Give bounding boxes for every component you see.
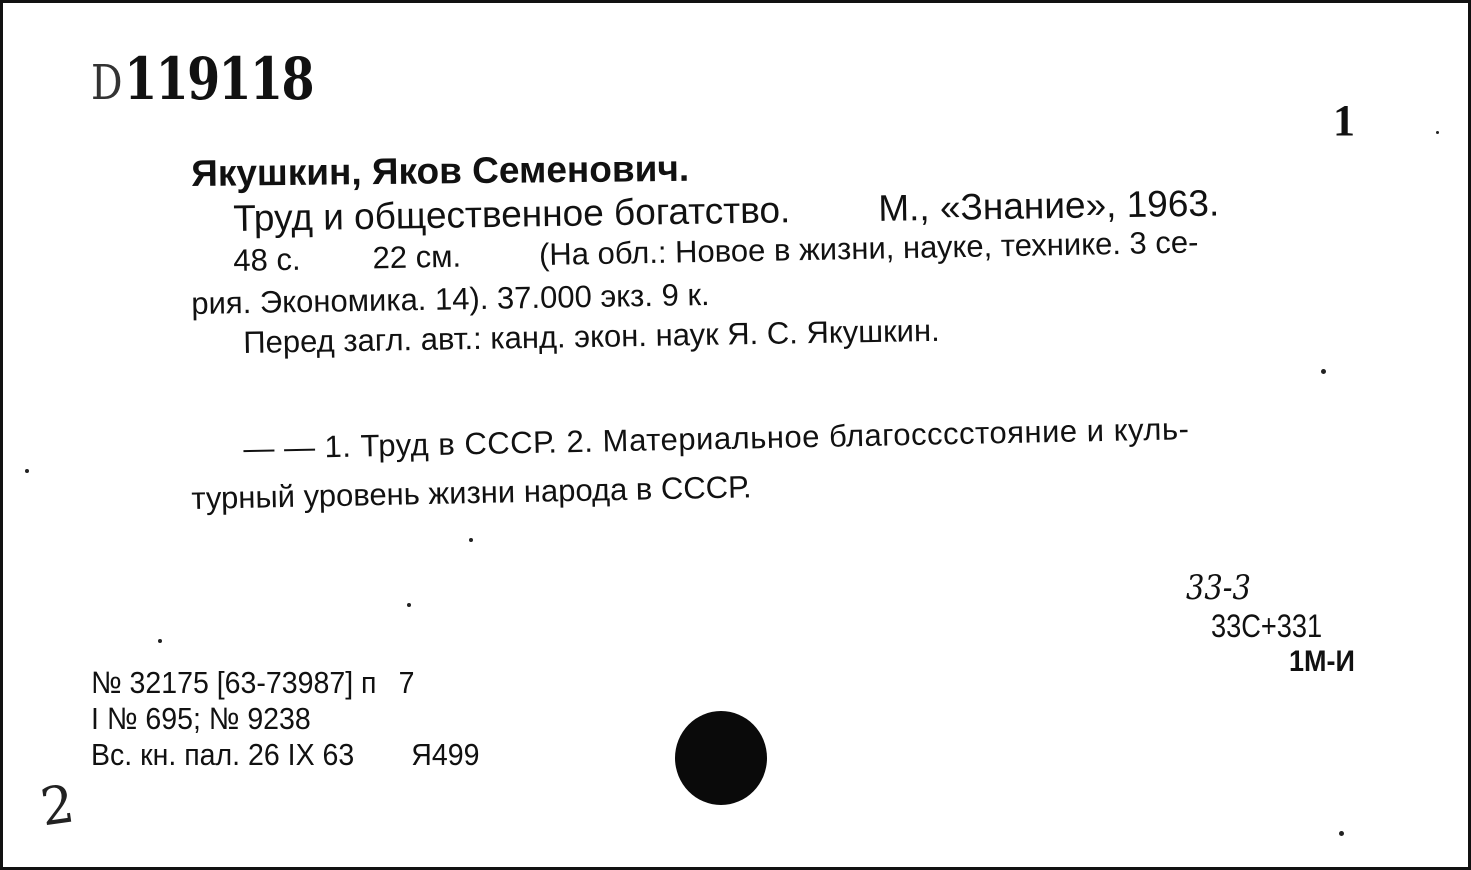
pencil-mark: 2	[37, 774, 79, 839]
inventory-numbers: I № 695; № 9238	[91, 701, 311, 736]
speck	[1436, 131, 1439, 134]
book-chamber-date: Вс. кн. пал. 26 IX 63	[91, 737, 355, 772]
book-size: 22 см.	[372, 238, 462, 276]
book-title: Труд и общественное богатство.	[233, 189, 791, 239]
author-heading: Якушкин, Яков Семенович.	[191, 147, 690, 194]
speck	[407, 603, 411, 607]
card-number: 1	[1333, 96, 1355, 145]
author-mark: Я499	[411, 737, 480, 772]
series-note-end: рия. Экономика. 14). 37.000 экз. 9 к.	[191, 276, 710, 321]
author-note: Перед загл. авт.: канд. экон. наук Я. С. Якушкин.	[243, 312, 940, 360]
classification-code-2: 1М-И	[1289, 645, 1355, 678]
speck	[158, 639, 162, 643]
classification-code: 33С+331	[1211, 608, 1323, 644]
page-count: 48 с.	[233, 241, 301, 278]
punch-hole	[675, 711, 767, 805]
publication-info: М., «Знание», 1963.	[877, 182, 1220, 229]
book-chamber-line	[91, 737, 479, 773]
record-copies: 7	[398, 665, 415, 700]
record-number-line	[91, 665, 414, 701]
accession-number	[91, 45, 313, 113]
accession-prefix: D	[91, 55, 121, 111]
subject-headings-line-1: — — 1. Труд в СССР. 2. Материальное благосccстояние и куль-	[243, 411, 1190, 466]
series-note-start: (На обл.: Новое в жизни, науке, технике. 3 се-	[538, 224, 1199, 273]
record-number: № 32175 [63-73987] п	[91, 665, 377, 700]
speck	[469, 538, 473, 542]
speck	[1339, 831, 1344, 836]
speck	[25, 469, 29, 473]
classification-handwritten: 33-3	[1186, 568, 1251, 608]
accession-number-value: 119118	[124, 45, 313, 113]
speck	[1321, 369, 1326, 374]
subject-headings-line-2: турный уровень жизни народа в СССР.	[191, 469, 752, 516]
